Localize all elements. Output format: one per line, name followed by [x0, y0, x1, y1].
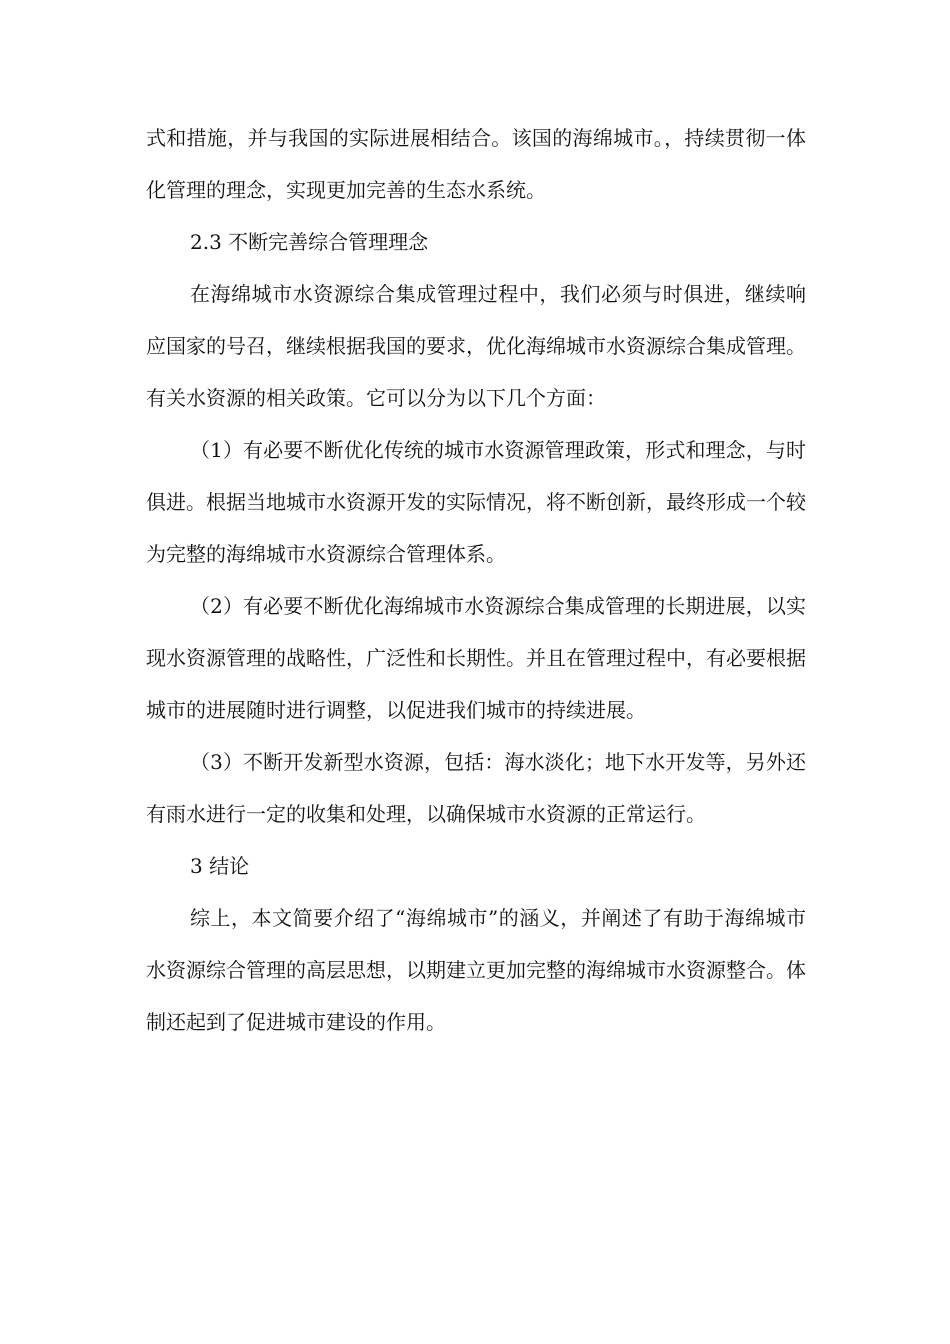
paragraph-continuation: 式和措施，并与我国的实际进展相结合。该国的海绵城市。，持续贯彻一体化管理的理念，实现更加完善的生态水系统。	[146, 126, 806, 202]
document-body	[146, 112, 806, 1048]
paragraph-conclusion: 综上，本文简要介绍了“海绵城市”的涵义，并阐述了有助于海绵城市水资源综合管理的高层思想，以期建立更加完整的海绵城市水资源整合。体制还起到了促进城市建设的作用。	[146, 906, 806, 1034]
section-heading-2-3: 2.3 不断完善综合管理理念	[190, 230, 429, 254]
list-item-3: （3）不断开发新型水资源，包括：海水淡化；地下水开发等，另外还有雨水进行一定的收集和处理，以确保城市水资源的正常运行。	[146, 750, 806, 826]
list-item-1: （1）有必要不断优化传统的城市水资源管理政策，形式和理念，与时俱进。根据当地城市水资源开发的实际情况，将不断创新，最终形成一个较为完整的海绵城市水资源综合管理体系。	[146, 438, 806, 566]
list-item-2: （2）有必要不断优化海绵城市水资源综合集成管理的长期进展，以实现水资源管理的战略性，广泛性和长期性。并且在管理过程中，有必要根据城市的进展随时进行调整，以促进我们城市的持续进展。	[146, 594, 806, 722]
paragraph-intro: 在海绵城市水资源综合集成管理过程中，我们必须与时俱进，继续响应国家的号召，继续根据我国的要求，优化海绵城市水资源综合集成管理。有关水资源的相关政策。它可以分为以下几个方面：	[146, 282, 806, 410]
section-heading-conclusion: 3 结论	[190, 854, 250, 878]
